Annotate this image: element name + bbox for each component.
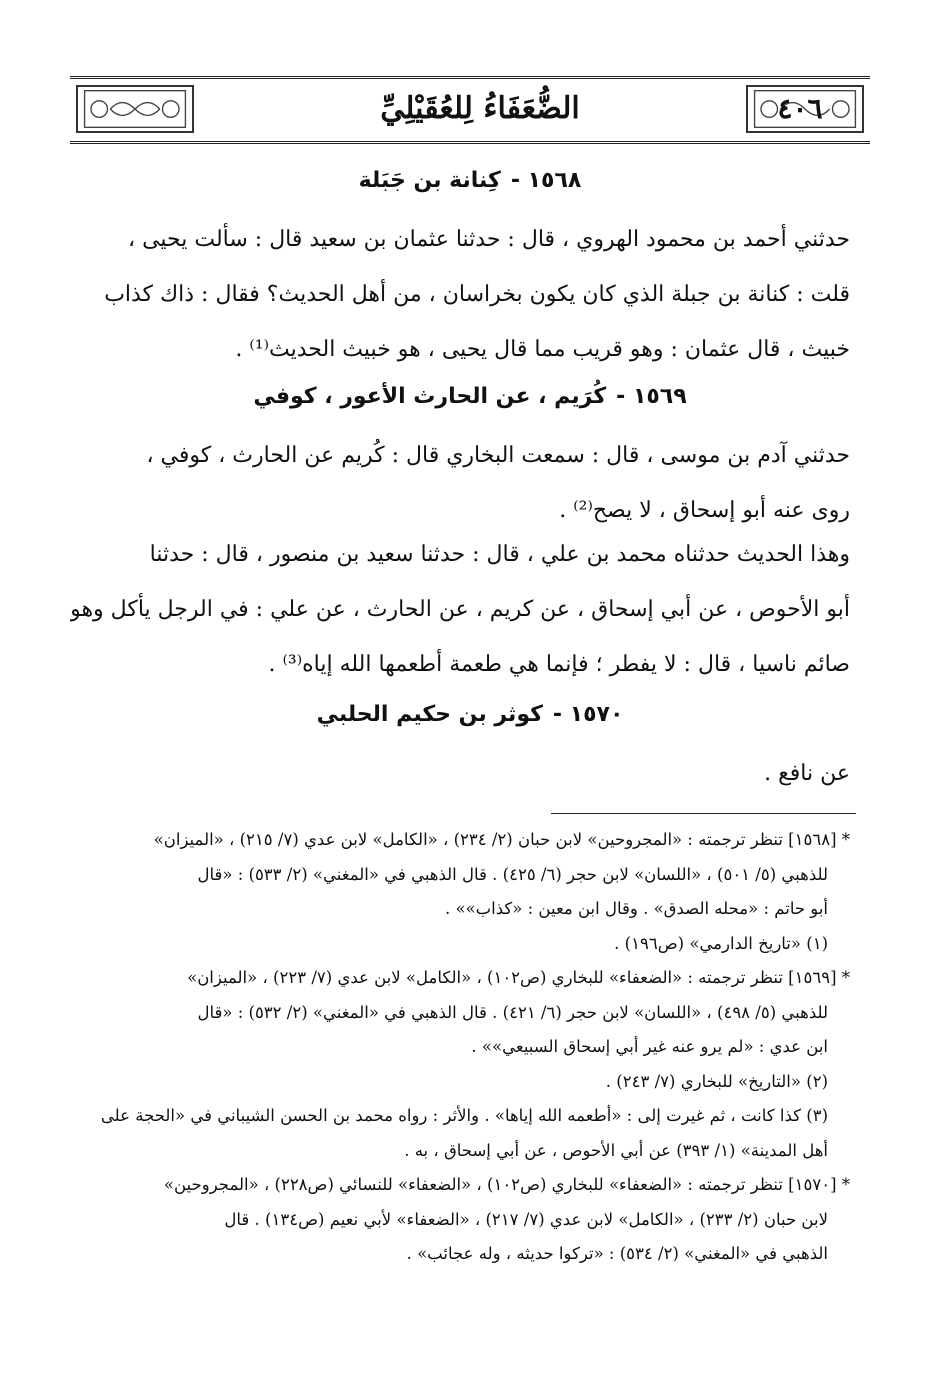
entry-number: ١٥٦٨ - xyxy=(510,168,582,193)
text-line: قلت : كنانة بن جبلة الذي كان يكون بخراسان ، من أهل الحديث؟ فقال : ذاك كذاب xyxy=(104,282,850,307)
entry-heading xyxy=(70,168,870,193)
footnote-line: * [١٥٧٠] تنظر ترجمته : «الضعفاء» للبخاري (ص١٠٢) ، «الضعفاء» للنسائي (ص٢٢٨) ، «المجروحين» xyxy=(163,1175,850,1194)
footnote-line: (٢) «التاريخ» للبخاري (٧/ ٢٤٣) . xyxy=(605,1071,828,1091)
entry-name: كِنانة بن جَبَلة xyxy=(358,168,501,193)
page-number: ٤٠٦ xyxy=(777,92,823,125)
text-line: حدثني أحمد بن محمود الهروي ، قال : حدثنا عثمان بن سعيد قال : سألت يحيى ، xyxy=(127,227,850,252)
footnote-line: للذهبي (٥/ ٥٠١) ، «اللسان» لابن حجر (٦/ ٤٢٥) . قال الذهبي في «المغني» (٢/ ٥٣٣) : «قال xyxy=(197,864,828,884)
text-line: روى عنه أبو إسحاق ، لا يصح⁽²⁾ . xyxy=(559,498,850,523)
footnote-line: لابن حبان (٢/ ٢٣٣) ، «الكامل» لابن عدي (٧/ ٢١٧) ، «الضعفاء» لأبي نعيم (ص١٣٤) . قال xyxy=(224,1209,828,1229)
text-line: صائم ناسيا ، قال : لا يفطر ؛ فإنما هي طعمة أطعمها الله إياه⁽³⁾ . xyxy=(268,652,850,677)
footnote-line: الذهبي في «المغني» (٢/ ٥٣٤) : «تركوا حديثه ، وله عجائب» . xyxy=(406,1244,828,1263)
footnote-line: للذهبي (٥/ ٤٩٨) ، «اللسان» لابن حجر (٦/ ٤٢١) . قال الذهبي في «المغني» (٢/ ٥٣٢) : «قال xyxy=(197,1002,828,1022)
footnotes xyxy=(70,823,850,1272)
book-title: الضُّعَفَاءُ لِلعُقَيْلِيِّ xyxy=(380,91,580,126)
text-line: عن نافع . xyxy=(764,761,850,786)
footnote-line: * [١٥٦٩] تنظر ترجمته : «الضعفاء» للبخاري (ص١٠٢) ، «الكامل» لابن عدي (٧/ ٢٢٣) ، «الميزان» xyxy=(187,968,850,987)
footnote-line: أبو حاتم : «محله الصدق» . وقال ابن معين : «كذاب»» . xyxy=(444,899,828,918)
text-line: أبو الأحوص ، عن أبي إسحاق ، عن كريم ، عن الحارث ، عن علي : في الرجل يأكل وهو xyxy=(70,597,850,622)
running-header xyxy=(70,76,870,144)
entry-text xyxy=(70,212,850,377)
footnote-line: ابن عدي : «لم يرو عنه غير أبي إسحاق السبيعي»» . xyxy=(471,1037,828,1056)
entry-name: كوثر بن حكيم الحلبي xyxy=(316,702,543,727)
ornament-left-icon xyxy=(76,85,194,133)
footnote-line: أهل المدينة» (١/ ٣٩٣) عن أبي الأحوص ، عن أبي إسحاق ، به . xyxy=(404,1140,828,1160)
text-line: خبيث ، قال عثمان : وهو قريب مما قال يحيى ، هو خبيث الحديث⁽¹⁾ . xyxy=(235,337,850,362)
text-line: وهذا الحديث حدثناه محمد بن علي ، قال : حدثنا سعيد بن منصور ، قال : حدثنا xyxy=(149,542,850,567)
text-line: حدثني آدم بن موسى ، قال : سمعت البخاري قال : كُريم عن الحارث ، كوفي ، xyxy=(146,443,850,468)
entry-text xyxy=(70,428,850,538)
entry-number: ١٥٧٠ - xyxy=(552,702,624,727)
entry-number: ١٥٦٩ - xyxy=(616,384,687,409)
footnote-line: * [١٥٦٨] تنظر ترجمته : «المجروحين» لابن حبان (٢/ ٢٣٤) ، «الكامل» لابن عدي (٧/ ٢١٥) ، «الميزان» xyxy=(153,830,850,849)
footnote-line: (٣) كذا كانت ، ثم غيرت إلى : «أطعمه الله إياها» . والأثر : رواه محمد بن الحسن الشيباني في «الحجة على xyxy=(100,1106,828,1125)
footnote-line: (١) «تاريخ الدارمي» (ص١٩٦) . xyxy=(614,933,828,953)
entry-name: كُرَيم ، عن الحارث الأعور ، كوفي xyxy=(253,384,607,409)
entry-heading xyxy=(70,702,870,727)
entry-text xyxy=(70,746,850,801)
entry-text xyxy=(70,527,850,692)
footnote-divider xyxy=(551,813,856,814)
entry-heading xyxy=(70,384,870,409)
